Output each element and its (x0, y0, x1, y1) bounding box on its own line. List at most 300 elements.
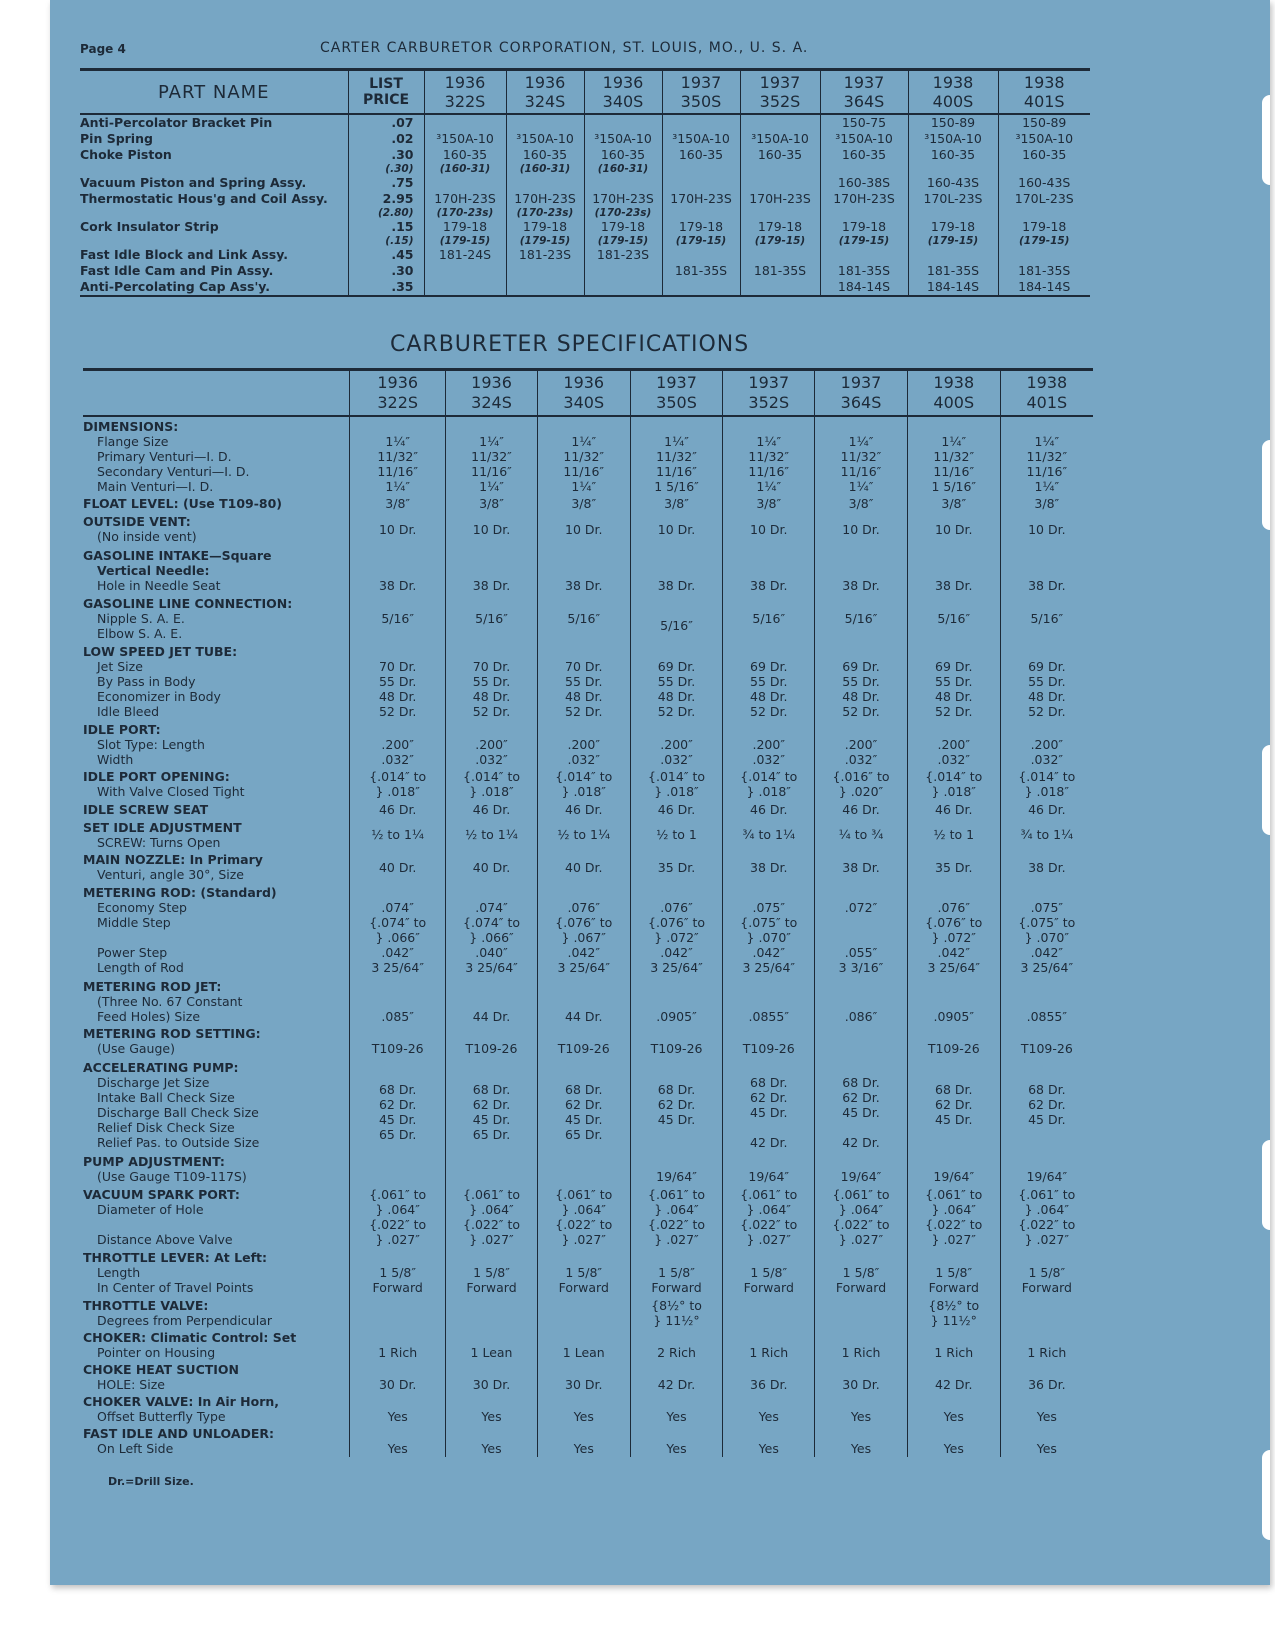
spec-value: 1¼″ 11/32″ 11/16″ 1¼″ (723, 416, 815, 495)
spec-value: 68 Dr. 62 Dr. 45 Dr. (1000, 1057, 1093, 1152)
part-name: Cork Insulator Strip (80, 219, 219, 234)
spec-sublabel: Length (97, 1264, 141, 1280)
model-header: 1937 350S (662, 70, 740, 115)
spec-value (815, 1296, 908, 1329)
part-number (424, 114, 506, 131)
spec-value: 42 Dr. (907, 1361, 1000, 1393)
spec-row (83, 800, 1093, 818)
spec-value: 46 Dr. (907, 800, 1000, 818)
part-number (424, 175, 506, 191)
spec-sublabel: Secondary Venturi—I. D. (97, 463, 250, 479)
spec-label (83, 594, 350, 642)
part-number (662, 247, 740, 263)
part-name: Choke Piston (80, 147, 172, 162)
spec-value: .076″ {.076″ to } .072″ .042″ 3 25/64″ (630, 883, 723, 977)
spec-value: Yes (815, 1425, 908, 1457)
parts-header-row (80, 70, 1090, 115)
spec-sublabel: Pointer on Housing (97, 1345, 216, 1360)
parts-row (80, 247, 1090, 263)
spec-value: T109-26 (537, 1025, 630, 1057)
part-number (506, 114, 584, 131)
spec-sublabel: Flange Size (97, 433, 169, 449)
part-number: (179-15) (998, 235, 1090, 247)
part-number (740, 163, 820, 175)
model-header: 1936 340S (537, 370, 630, 417)
spec-value: 69 Dr. 55 Dr. 48 Dr. 52 Dr. (1000, 642, 1093, 721)
part-number: ³150A-10 (424, 131, 506, 147)
spec-row (83, 721, 1093, 768)
spec-sublabel: With Valve Closed Tight (97, 784, 245, 799)
spec-sublabel: SCREW: Turns Open (97, 834, 221, 850)
spec-value: 10 Dr. (907, 512, 1000, 546)
spec-sublabel: Distance Above Valve (97, 1231, 233, 1247)
spec-sublabel: Venturi, angle 30°, Size (97, 867, 244, 882)
spec-sublabel: Hole in Needle Seat (97, 577, 221, 593)
spec-row (83, 883, 1093, 977)
company-title: CARTER CARBURETOR CORPORATION, ST. LOUIS, MO., U. S. A. (320, 40, 809, 56)
page-number: Page 4 (80, 42, 126, 56)
part-number: 160-43S (908, 175, 998, 191)
part-number (424, 279, 506, 296)
spec-label (83, 1025, 350, 1057)
spec-value: 36 Dr. (1000, 1361, 1093, 1393)
spec-row (83, 1057, 1093, 1152)
spec-value: .085″ (350, 977, 446, 1025)
spec-value: {.014″ to } .018″ (537, 768, 630, 800)
part-number (584, 175, 662, 191)
spec-sublabel: Feed Holes) Size (97, 1008, 201, 1024)
spec-row (83, 546, 1093, 594)
spec-heading: IDLE PORT: (83, 722, 161, 737)
part-number: (179-15) (506, 235, 584, 247)
spec-value: 1 Rich (907, 1329, 1000, 1361)
spec-value: 1 Rich (815, 1329, 908, 1361)
spec-value: 38 Dr. (446, 546, 538, 594)
part-number: 179-18 (820, 219, 908, 235)
part-number: 179-18 (740, 219, 820, 235)
spec-sublabel (83, 930, 349, 945)
spec-heading: DIMENSIONS: (83, 418, 179, 434)
spec-value: 38 Dr. (723, 851, 815, 883)
part-number: 181-23S (506, 247, 584, 263)
part-number: 179-18 (998, 219, 1090, 235)
part-number (584, 263, 662, 279)
spec-value: 69 Dr. 55 Dr. 48 Dr. 52 Dr. (815, 642, 908, 721)
part-number: 179-18 (908, 219, 998, 235)
spec-heading: CHOKER: Climatic Control: Set (83, 1330, 297, 1345)
spec-value: 46 Dr. (723, 800, 815, 818)
part-number: 170L-23S (908, 191, 998, 207)
spec-value: 69 Dr. 55 Dr. 48 Dr. 52 Dr. (630, 642, 723, 721)
spec-value: Yes (350, 1393, 446, 1425)
part-number (820, 207, 908, 219)
parts-row (80, 191, 1090, 207)
spec-value: .200″ .032″ (537, 721, 630, 768)
part-number: 170H-23S (506, 191, 584, 207)
spec-value: .074″ {.074″ to } .066″ .042″ 3 25/64″ (350, 883, 446, 977)
spec-value: .074″ {.074″ to } .066″ .040″ 3 25/64″ (446, 883, 538, 977)
spec-value: {.061″ to } .064″ {.022″ to } .027″ (350, 1185, 446, 1248)
spec-heading: FLOAT LEVEL: (Use T109-80) (83, 496, 283, 511)
part-number: 170H-23S (820, 191, 908, 207)
part-number: 160-35 (506, 147, 584, 163)
spec-label (83, 768, 350, 800)
spec-sublabel (83, 1217, 349, 1232)
spec-row (83, 1425, 1093, 1457)
part-name: Vacuum Piston and Spring Assy. (80, 175, 307, 190)
spec-value: 68 Dr. 62 Dr. 45 Dr. 42 Dr. (815, 1057, 908, 1152)
spec-value: ½ to 1¼ (446, 818, 538, 851)
model-header: 1937 350S (630, 370, 723, 417)
part-number: 160-35 (908, 147, 998, 163)
part-name (80, 163, 348, 175)
part-number: ³150A-10 (820, 131, 908, 147)
spec-value: 3/8″ (630, 495, 723, 512)
part-number: 181-35S (998, 263, 1090, 279)
spec-value: 5/16″ (350, 594, 446, 642)
binder-tab (1262, 745, 1270, 835)
spec-value: 3/8″ (350, 495, 446, 512)
spec-value: Yes (815, 1393, 908, 1425)
spec-sublabel: HOLE: Size (97, 1377, 165, 1392)
spec-row (83, 495, 1093, 512)
spec-label (83, 642, 350, 721)
spec-value: 68 Dr. 62 Dr. 45 Dr. (630, 1057, 723, 1152)
spec-value: ½ to 1¼ (537, 818, 630, 851)
spec-value: 5/16″ (446, 594, 538, 642)
spec-label (83, 977, 350, 1025)
spec-label (83, 818, 350, 851)
part-number (662, 279, 740, 296)
spec-label (83, 1425, 350, 1457)
part-number: 170L-23S (998, 191, 1090, 207)
binder-tab (1262, 95, 1270, 185)
part-number: 181-24S (424, 247, 506, 263)
spec-value: 68 Dr. 62 Dr. 45 Dr. 65 Dr. (446, 1057, 538, 1152)
spec-value: 44 Dr. (537, 977, 630, 1025)
spec-heading: IDLE PORT OPENING: (83, 769, 230, 784)
part-number (506, 175, 584, 191)
spec-value: 35 Dr. (907, 851, 1000, 883)
part-number: ³150A-10 (998, 131, 1090, 147)
spec-value: 5/16″ (537, 594, 630, 642)
spec-label (83, 512, 350, 546)
spec-value: Yes (1000, 1393, 1093, 1425)
spec-value: 5/16″ (1000, 594, 1093, 642)
spec-value: 3/8″ (537, 495, 630, 512)
spec-heading: THROTTLE VALVE: (83, 1297, 209, 1313)
model-header: 1936 322S (350, 370, 446, 417)
spec-value: Yes (907, 1393, 1000, 1425)
spec-row (83, 1393, 1093, 1425)
part-number (740, 207, 820, 219)
part-number (998, 163, 1090, 175)
spec-value: Yes (1000, 1425, 1093, 1457)
spec-value: 19/64″ (723, 1152, 815, 1185)
spec-value: .200″ .032″ (723, 721, 815, 768)
part-number: 181-35S (662, 263, 740, 279)
spec-value: .0855″ (723, 977, 815, 1025)
spec-sublabel: Main Venturi—I. D. (97, 478, 214, 494)
specifications-title: CARBURETER SPECIFICATIONS (390, 332, 750, 357)
part-number (820, 163, 908, 175)
spec-value: Yes (723, 1393, 815, 1425)
spec-row (83, 851, 1093, 883)
spec-value: 46 Dr. (1000, 800, 1093, 818)
spec-row (83, 1248, 1093, 1296)
model-header: 1937 364S (815, 370, 908, 417)
spec-value: 19/64″ (815, 1152, 908, 1185)
parts-row (80, 263, 1090, 279)
spec-value (350, 1296, 446, 1329)
spec-value: 38 Dr. (1000, 851, 1093, 883)
spec-value: Yes (537, 1425, 630, 1457)
spec-value: Yes (630, 1393, 723, 1425)
spec-heading: METERING ROD: (Standard) (83, 885, 277, 900)
list-price: (.15) (348, 235, 424, 247)
spec-value: 19/64″ (1000, 1152, 1093, 1185)
model-header: 1937 352S (723, 370, 815, 417)
spec-heading: THROTTLE LEVER: At Left: (83, 1249, 267, 1265)
part-number (506, 279, 584, 296)
spec-label (83, 1152, 350, 1185)
spec-value: 38 Dr. (350, 546, 446, 594)
part-name: Fast Idle Block and Link Assy. (80, 247, 288, 262)
spec-value: .075″ {.075″ to } .070″ .042″ 3 25/64″ (723, 883, 815, 977)
parts-row (80, 114, 1090, 131)
spec-value: 5/16″ (815, 594, 908, 642)
spec-row (83, 1185, 1093, 1248)
spec-value: 30 Dr. (446, 1361, 538, 1393)
list-price: .30 (348, 147, 424, 163)
spec-label (83, 1248, 350, 1296)
part-number (584, 114, 662, 131)
part-number: (179-15) (662, 235, 740, 247)
spec-value: T109-26 (1000, 1025, 1093, 1057)
spec-value: .0905″ (907, 977, 1000, 1025)
spec-sublabel: (Use Gauge T109-117S) (97, 1168, 247, 1184)
spec-value: 5/16″ (723, 594, 815, 642)
part-number: 150-75 (820, 114, 908, 131)
spec-row (83, 977, 1093, 1025)
part-number: 179-18 (584, 219, 662, 235)
part-number (908, 163, 998, 175)
spec-value: 1¼″ 11/32″ 11/16″ 1¼″ (350, 416, 446, 495)
spec-sublabel: Economizer in Body (97, 689, 221, 704)
part-name: Fast Idle Cam and Pin Assy. (80, 263, 274, 278)
spec-value: 1 5/8″ Forward (537, 1248, 630, 1296)
spec-heading: GASOLINE INTAKE—Square (83, 547, 272, 563)
spec-value: Yes (723, 1425, 815, 1457)
part-name: Anti-Percolator Bracket Pin (80, 115, 273, 130)
spec-value: T109-26 (907, 1025, 1000, 1057)
spec-value: 38 Dr. (630, 546, 723, 594)
footnote: Dr.=Drill Size. (108, 1475, 194, 1488)
spec-value: 1¼″ 11/32″ 11/16″ 1¼″ (446, 416, 538, 495)
spec-value: 1 5/8″ Forward (907, 1248, 1000, 1296)
spec-value: 1¼″ 11/32″ 11/16″ 1¼″ (815, 416, 908, 495)
spec-value: .200″ .032″ (446, 721, 538, 768)
list-price: .30 (348, 263, 424, 279)
spec-value: ¾ to 1¼ (723, 818, 815, 851)
part-number: (170-23s) (424, 207, 506, 219)
spec-value: {.014″ to } .018″ (1000, 768, 1093, 800)
spec-value: .200″ .032″ (630, 721, 723, 768)
spec-value: Yes (446, 1393, 538, 1425)
spec-value: 30 Dr. (537, 1361, 630, 1393)
spec-sublabel: Offset Butterfly Type (97, 1409, 226, 1424)
part-name (80, 207, 348, 219)
model-header: 1936 324S (506, 70, 584, 115)
spec-label (83, 1329, 350, 1361)
part-number (740, 247, 820, 263)
spec-label (83, 800, 350, 818)
part-number: 184-14S (998, 279, 1090, 296)
spec-value: 69 Dr. 55 Dr. 48 Dr. 52 Dr. (723, 642, 815, 721)
parts-row (80, 175, 1090, 191)
spec-value: {.061″ to } .064″ {.022″ to } .027″ (630, 1185, 723, 1248)
spec-value: 40 Dr. (446, 851, 538, 883)
spec-value: 46 Dr. (815, 800, 908, 818)
part-number (506, 263, 584, 279)
spec-heading: VACUUM SPARK PORT: (83, 1186, 240, 1202)
spec-value: T109-26 (350, 1025, 446, 1057)
parts-row (80, 235, 1090, 247)
spec-value (537, 1296, 630, 1329)
spec-heading: METERING ROD JET: (83, 978, 222, 994)
part-number (740, 175, 820, 191)
spec-value: T109-26 (630, 1025, 723, 1057)
list-price-header: LIST PRICE (348, 70, 424, 115)
spec-value: {8½° to } 11½° (630, 1296, 723, 1329)
spec-value: 30 Dr. (350, 1361, 446, 1393)
spec-value: 68 Dr. 62 Dr. 45 Dr. 65 Dr. (537, 1057, 630, 1152)
spec-value: 1 Lean (537, 1329, 630, 1361)
spec-value: .086″ (815, 977, 908, 1025)
spec-value: 38 Dr. (537, 546, 630, 594)
model-header: 1936 322S (424, 70, 506, 115)
part-number: 184-14S (820, 279, 908, 296)
part-name: Thermostatic Hous'g and Coil Assy. (80, 191, 328, 206)
model-header: 1937 364S (820, 70, 908, 115)
part-number: (179-15) (820, 235, 908, 247)
list-price: .15 (348, 219, 424, 235)
spec-heading: METERING ROD SETTING: (83, 1026, 261, 1041)
part-number: (160-31) (584, 163, 662, 175)
spec-value: .076″ {.076″ to } .072″ .042″ 3 25/64″ (907, 883, 1000, 977)
spec-value: 42 Dr. (630, 1361, 723, 1393)
spec-value: 44 Dr. (446, 977, 538, 1025)
spec-heading: CHOKER VALVE: In Air Horn, (83, 1394, 280, 1409)
specifications-table (83, 368, 1093, 1457)
spec-value: 1¼″ 11/32″ 11/16″ 1 5/16″ (630, 416, 723, 495)
spec-value: .200″ .032″ (815, 721, 908, 768)
spec-value: .200″ .032″ (907, 721, 1000, 768)
part-number: 179-18 (662, 219, 740, 235)
part-name: Anti-Percolating Cap Ass'y. (80, 279, 348, 296)
part-number (662, 114, 740, 131)
spec-sublabel: Width (97, 752, 134, 767)
spec-value: 38 Dr. (723, 546, 815, 594)
spec-value: 1 5/8″ Forward (630, 1248, 723, 1296)
parts-row (80, 147, 1090, 163)
spec-value: ½ to 1¼ (350, 818, 446, 851)
spec-label (83, 883, 350, 977)
spec-value: {.014″ to } .018″ (723, 768, 815, 800)
part-number: (179-15) (424, 235, 506, 247)
part-name (80, 235, 348, 247)
spec-label (83, 1393, 350, 1425)
part-number: 150-89 (908, 114, 998, 131)
spec-value: 19/64″ (907, 1152, 1000, 1185)
spec-value: 68 Dr. 62 Dr. 45 Dr. (907, 1057, 1000, 1152)
spec-value: 10 Dr. (537, 512, 630, 546)
parts-table (80, 68, 1090, 297)
spec-value: 5/16″ (630, 594, 723, 642)
part-number (584, 279, 662, 296)
spec-value: Yes (630, 1425, 723, 1457)
spec-row (83, 1296, 1093, 1329)
spec-value: 1 5/8″ Forward (446, 1248, 538, 1296)
part-number (908, 247, 998, 263)
part-number: (179-15) (908, 235, 998, 247)
spec-value: 3/8″ (815, 495, 908, 512)
spec-value: 46 Dr. (350, 800, 446, 818)
parts-row (80, 207, 1090, 219)
spec-value: 1 Lean (446, 1329, 538, 1361)
spec-row (83, 594, 1093, 642)
list-price: 2.95 (348, 191, 424, 207)
spec-value: {.014″ to } .018″ (907, 768, 1000, 800)
part-number: 160-38S (820, 175, 908, 191)
spec-value: 46 Dr. (537, 800, 630, 818)
spec-value (815, 1025, 908, 1057)
spec-value: 46 Dr. (446, 800, 538, 818)
list-price: .45 (348, 247, 424, 263)
model-header: 1936 340S (584, 70, 662, 115)
spec-sublabel: Intake Ball Check Size (97, 1089, 235, 1105)
part-number (740, 114, 820, 131)
spec-value: 38 Dr. (907, 546, 1000, 594)
spec-label (83, 721, 350, 768)
spec-heading: GASOLINE LINE CONNECTION: (83, 595, 293, 611)
spec-sublabel: On Left Side (97, 1441, 174, 1456)
spec-row (83, 818, 1093, 851)
spec-sublabel: Diameter of Hole (97, 1201, 204, 1217)
spec-value: 35 Dr. (630, 851, 723, 883)
spec-sublabel: In Center of Travel Points (97, 1279, 254, 1295)
spec-row (83, 1361, 1093, 1393)
spec-value: 3/8″ (907, 495, 1000, 512)
part-number: ³150A-10 (584, 131, 662, 147)
specs-header-blank (83, 370, 350, 417)
part-number: 170H-23S (740, 191, 820, 207)
spec-value: T109-26 (723, 1025, 815, 1057)
spec-label (83, 1057, 350, 1152)
part-number: 160-35 (424, 147, 506, 163)
part-number: 170H-23S (584, 191, 662, 207)
part-number: 179-18 (506, 219, 584, 235)
spec-value: {.061″ to } .064″ {.022″ to } .027″ (907, 1185, 1000, 1248)
spec-value: 68 Dr. 62 Dr. 45 Dr. 42 Dr. (723, 1057, 815, 1152)
spec-value: T109-26 (446, 1025, 538, 1057)
part-name-header: PART NAME (80, 70, 348, 115)
part-number: ³150A-10 (662, 131, 740, 147)
spec-sublabel: Primary Venturi—I. D. (97, 448, 232, 464)
model-header: 1938 400S (908, 70, 998, 115)
spec-sublabel: (Three No. 67 Constant (97, 993, 243, 1009)
spec-value: .075″ {.075″ to } .070″ .042″ 3 25/64″ (1000, 883, 1093, 977)
